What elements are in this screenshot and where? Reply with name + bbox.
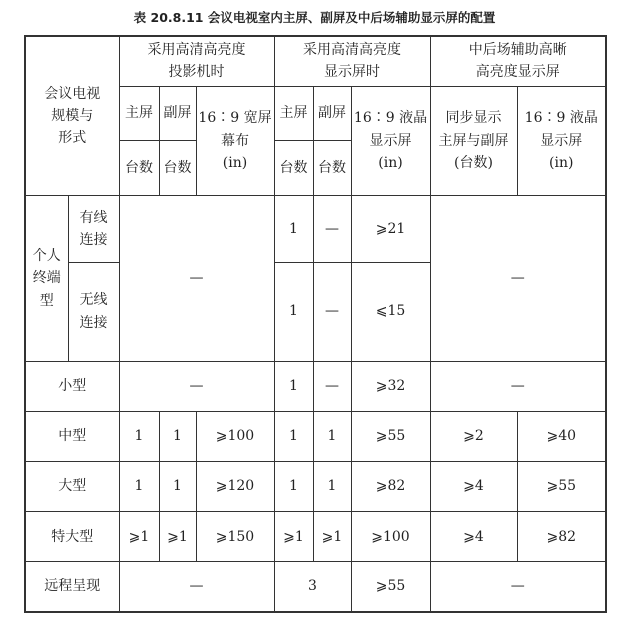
xlarge-aux-lcd: ⩾82 bbox=[517, 512, 606, 562]
large-p-sub: 1 bbox=[159, 462, 196, 512]
aux-group-header: 中后场辅助高晰 高亮度显示屏 bbox=[430, 36, 606, 86]
large-p-main: 1 bbox=[119, 462, 159, 512]
xlarge-label: 特大型 bbox=[25, 512, 119, 562]
display-sub-header: 副屏 bbox=[313, 86, 351, 140]
xlarge-p-wide: ⩾150 bbox=[196, 512, 274, 562]
table-row bbox=[25, 411, 606, 461]
sync-display-header: 同步显示 主屏与副屏 (台数) bbox=[430, 86, 517, 196]
wireless-sub: — bbox=[313, 262, 351, 361]
remote-aux: — bbox=[430, 562, 606, 612]
xlarge-p-main: ⩾1 bbox=[119, 512, 159, 562]
display-main-header: 主屏 bbox=[274, 86, 313, 140]
wired-sub: — bbox=[313, 196, 351, 262]
projector-main-count-header: 台数 bbox=[119, 141, 159, 196]
personal-projector-cell: — bbox=[119, 196, 274, 361]
small-main: 1 bbox=[274, 361, 313, 411]
medium-p-wide: ⩾100 bbox=[196, 411, 274, 461]
large-aux-lcd: ⩾55 bbox=[517, 462, 606, 512]
xlarge-main: ⩾1 bbox=[274, 512, 313, 562]
projector-main-header: 主屏 bbox=[119, 86, 159, 140]
table-caption: 表 20.8.11 会议电视室内主屏、副屏及中后场辅助显示屏的配置 bbox=[133, 10, 496, 25]
table-row bbox=[25, 562, 606, 612]
wireless-main: 1 bbox=[274, 262, 313, 361]
small-aux: — bbox=[430, 361, 606, 411]
small-sub: — bbox=[313, 361, 351, 411]
remote-lcd: ⩾55 bbox=[351, 562, 430, 612]
small-lcd: ⩾32 bbox=[351, 361, 430, 411]
remote-label: 远程呈现 bbox=[25, 562, 119, 612]
medium-label: 中型 bbox=[25, 411, 119, 461]
medium-aux-lcd: ⩾40 bbox=[517, 411, 606, 461]
wired-label: 有线 连接 bbox=[68, 196, 119, 262]
small-projector: — bbox=[119, 361, 274, 411]
projector-group-header: 采用高清高亮度 投影机时 bbox=[119, 36, 274, 86]
medium-lcd: ⩾55 bbox=[351, 411, 430, 461]
personal-terminal-label: 个人 终端 型 bbox=[25, 196, 68, 361]
wireless-lcd: ⩽15 bbox=[351, 262, 430, 361]
xlarge-sync: ⩾4 bbox=[430, 512, 517, 562]
lcd-header: 16∶9 液晶 显示屏 (in) bbox=[351, 86, 430, 196]
large-main: 1 bbox=[274, 462, 313, 512]
medium-sub: 1 bbox=[313, 411, 351, 461]
display-group-header: 采用高清高亮度 显示屏时 bbox=[274, 36, 430, 86]
table-row bbox=[25, 462, 606, 512]
projector-sub-count-header: 台数 bbox=[159, 141, 196, 196]
remote-display-count: 3 bbox=[274, 562, 351, 612]
xlarge-sub: ⩾1 bbox=[313, 512, 351, 562]
wired-lcd: ⩾21 bbox=[351, 196, 430, 262]
large-sync: ⩾4 bbox=[430, 462, 517, 512]
table-row bbox=[25, 361, 606, 411]
aux-lcd-header: 16∶9 液晶 显示屏 (in) bbox=[517, 86, 606, 196]
projector-sub-header: 副屏 bbox=[159, 86, 196, 140]
display-main-count-header: 台数 bbox=[274, 141, 313, 196]
xlarge-lcd: ⩾100 bbox=[351, 512, 430, 562]
large-label: 大型 bbox=[25, 462, 119, 512]
large-p-wide: ⩾120 bbox=[196, 462, 274, 512]
remote-projector: — bbox=[119, 562, 274, 612]
small-label: 小型 bbox=[25, 361, 119, 411]
xlarge-p-sub: ⩾1 bbox=[159, 512, 196, 562]
wired-main: 1 bbox=[274, 196, 313, 262]
large-sub: 1 bbox=[313, 462, 351, 512]
large-lcd: ⩾82 bbox=[351, 462, 430, 512]
table-row bbox=[25, 196, 606, 262]
scale-header: 会议电视 规模与 形式 bbox=[25, 36, 119, 196]
wide-screen-header: 16∶9 宽屏 幕布 (in) bbox=[196, 86, 274, 196]
table-row bbox=[25, 512, 606, 562]
medium-sync: ⩾2 bbox=[430, 411, 517, 461]
config-table bbox=[24, 35, 607, 613]
personal-aux-cell: — bbox=[430, 196, 606, 361]
medium-main: 1 bbox=[274, 411, 313, 461]
medium-p-main: 1 bbox=[119, 411, 159, 461]
wireless-label: 无线 连接 bbox=[68, 262, 119, 361]
medium-p-sub: 1 bbox=[159, 411, 196, 461]
display-sub-count-header: 台数 bbox=[313, 141, 351, 196]
